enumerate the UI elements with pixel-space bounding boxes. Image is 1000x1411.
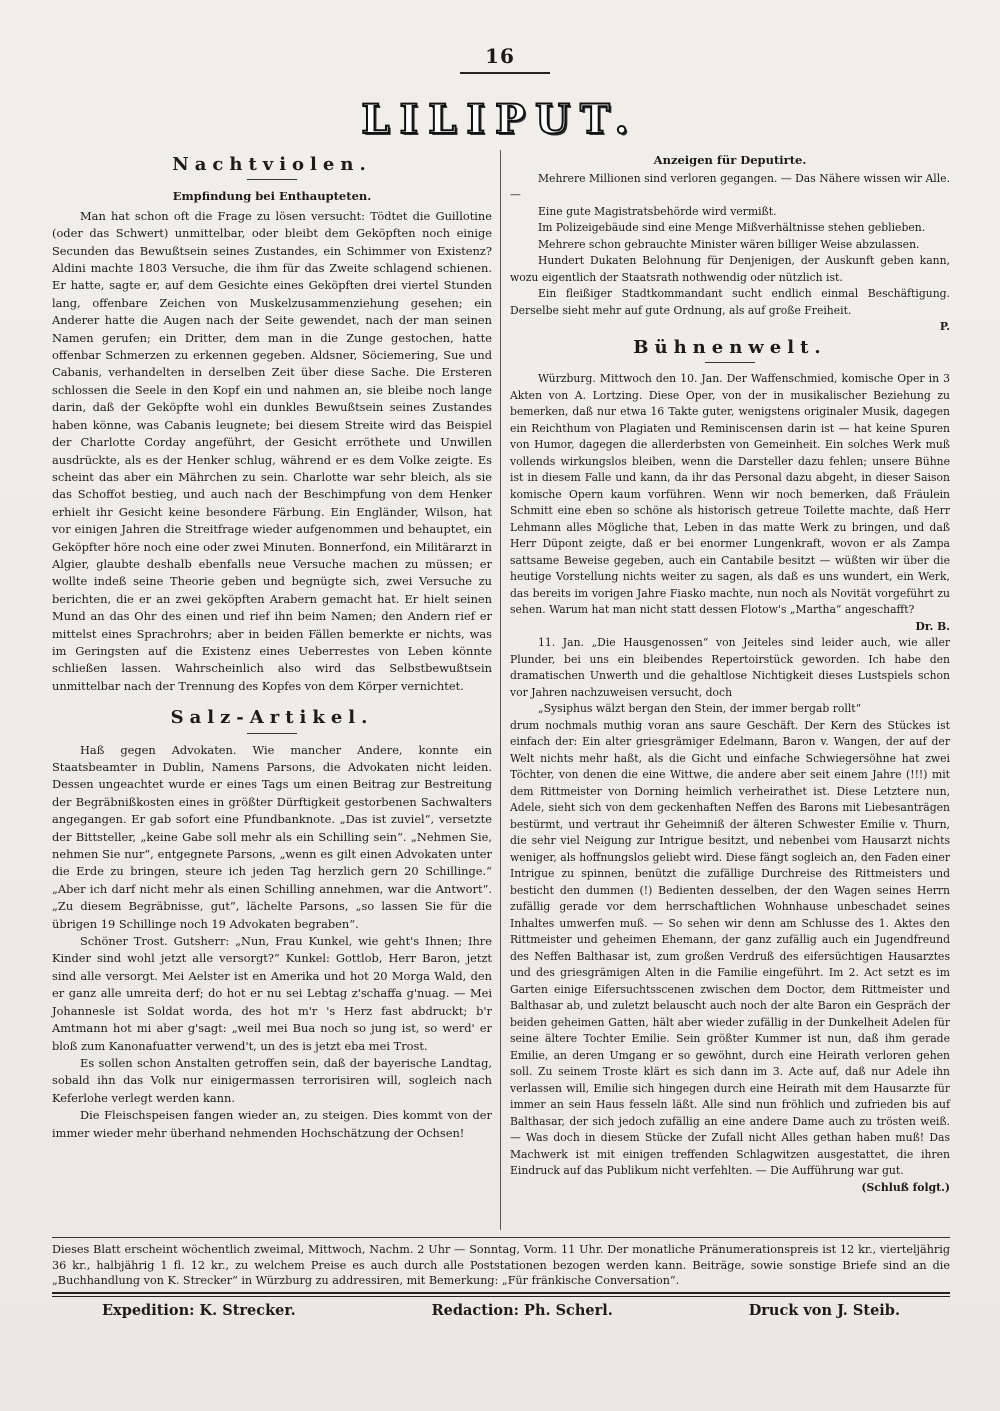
masthead-title: LILIPUT.: [361, 96, 639, 143]
footer-double-rule: [52, 1296, 950, 1297]
notice-line: Hundert Dukaten Belohnung für Denjenigen, der Auskunft geben kann, wozu eigentlich der Staatsrath nothwendig oder nützlich ist.: [510, 254, 950, 284]
section-subhead-anzeigen: Anzeigen für Deputirte.: [653, 153, 807, 167]
article-paragraph: Es sollen schon Anstalten getroffen sein, daß der bayerische Landtag, sobald ihn das Volk nur einigermassen terrorisiren will, sogleich nach Keferlohe verlegt werden kann.: [52, 1055, 492, 1105]
notice-line: Mehrere Millionen sind verloren gegangen. — Das Nähere wissen wir Alle. —: [510, 171, 950, 201]
section-heading-buehnenwelt: Bühnenwelt.: [633, 336, 827, 358]
article-paragraph: Die Fleischspeisen fangen wieder an, zu steigen. Dies kommt von der immer wieder mehr überhand nehmenden Hochschätzung der Ochsen!: [52, 1108, 492, 1140]
left-column: [52, 152, 492, 1142]
article-subhead: Empfindung bei Enthaupteten.: [172, 189, 372, 204]
column-divider: [500, 150, 501, 1230]
article-paragraph: Haß gegen Advokaten. Wie mancher Andere, konnte ein Staatsbeamter in Dublin, Namens Parsons, die Advokaten nicht leiden. Dessen ungeachtet wurde er eines Tags um einen Beitrag zur Bestreitung der Begräbnißkosten eines in größter Dürftigkeit gestorbenen Sachwalters angegangen. Er gab sofort eine Pfundbanknote. „Das ist zuviel“, versetzte der Bittsteller, „keine Gabe soll mehr als ein Schilling sein“. „Nehmen Sie, nehmen Sie nur“, entgegnete Parsons, „wenn es gilt einen Advokaten unter die Erde zu bringen, steure ich jeden Tag herzlich gern 20 Schillinge.“ „Aber ich darf nicht mehr als einen Schilling annehmen, war die Antwort“. „Zu diesem Begräbnisse, gut“, lächelte Parsons, „so lassen Sie für die übrigen 19 Schillinge noch 19 Advokaten begraben“.: [52, 742, 492, 931]
page-number: 16: [485, 44, 515, 68]
heading-rule: [705, 362, 755, 363]
page-number-rule: [460, 72, 550, 74]
footer-double-rule: [52, 1292, 950, 1294]
article-quote: „Sysiphus wälzt bergan den Stein, der immer bergab rollt“: [538, 702, 862, 715]
section-heading-salz-artikel: Salz-Artikel.: [170, 707, 374, 729]
notice-line: Mehrere schon gebrauchte Minister wären billiger Weise abzulassen.: [538, 237, 920, 251]
notice-line: Im Polizeigebäude sind eine Menge Mißverhältnisse stehen geblieben.: [538, 221, 926, 234]
article-paragraph: Man hat schon oft die Frage zu lösen versucht: Tödtet die Guillotine (oder das Schwert) unmittelbar, oder bleibt dem Geköpften noch einige Secunden das Bewußtsein seines Zustandes, ein Schimmer von Existenz? Aldini machte 1803 Versuche, die ihm für das Zweite schlagend schienen. Er hatte, sagte er, auf dem Gesichte eines Geköpften drei viertel Stunden lang, offenbare Zeichen von Muskelzusammenziehung gesehen; ein Anderer hatte die Augen nach der Seite gewendet, nach der man seinen Namen gerufen; ein Dritter, dem man in die Zunge gestochen, hatte offenbar Schmerzen zu erkennen gegeben. Aldsner, Söciemering, Sue und Cabanis, verhandelten in derselben Zeit über diese Sache. Die Ersteren schlossen die Seele in den Kopf ein und nahmen an, sie bleibe noch lange darin, daß der Geköpfte wohl ein dunkles Bewußtsein seines Zustandes haben könne, was Cabanis leugnete; bei diesem Streite wird das Beispiel der Charlotte Corday angeführt, der Gesicht erröthete und Unwillen ausdrückte, als es der Henker schlug, während er es dem Volke zeigte. Es scheint das aber ein Mährchen zu sein. Charlotte war sehr bleich, als sie das Schoffot bestieg, und auch nach der Beschimpfung von dem Henker erhielt ihr Gesicht keine besondere Färbung. Ein Engländer, Wilson, hat vor einigen Jahren die Streitfrage wieder aufgenommen und behauptet, ein Geköpfter höre noch eine oder zwei Minuten. Bonnerfond, ein Militärarzt in Algier, glaubte deshalb ebenfalls neue Versuche machen zu müssen; er wollte indeß seine Theorie geben und begnügte sich, zwei Versuche zu berichten, die er an zwei geköpften Arabern gemacht hat. Er hielt seinen Mund an das Ohr des einen und rief ihn beim Namen; den Andern rief er mittelst eines Sprachrohrs; aber in beiden Fällen bemerkte er nichts, was im Geringsten auf die Existenz eines Ueberrestes von Leben könnte schließen lassen. Wahrscheinlich also wird das Selbstbewußtsein unmittelbar nach der Trennung des Kopfes von dem Körper vernichtet.: [52, 208, 492, 693]
heading-rule: [247, 733, 297, 734]
imprint-druck: Druck von J. Steib.: [748, 1302, 900, 1319]
right-column: [510, 152, 950, 1196]
imprint-line: [52, 1302, 950, 1319]
article-paragraph: Würzburg. Mittwoch den 10. Jan. Der Waffenschmied, komische Oper in 3 Akten von A. Lortzing. Diese Oper, von der in musikalischer Beziehung zu bemerken, daß nur etwa 16 Takte guter, wenigstens originaler Musik, dagegen ein Reichthum von Plagiaten und Reminiscensen darin ist — hat keine Spuren von Humor, dagegen die allerderbsten von Gemeinheit. Ein solches Werk muß vollends wirkungslos bleiben, wenn die Darsteller dazu fehlen; unsere Bühne ist in diesem Falle und kann, da ihr das Personal dazu abgeht, in dieser Saison komische Opern kaum vorführen. Wenn wir noch bemerken, daß Fräulein Schmitt eine eben so schöne als historisch getreue Toilette machte, daß Herr Lehmann alles Mögliche that, Leben in das matte Werk zu bringen, und daß Herr Düpont zeigte, daß er bei enormer Lungenkraft, wovon er als Zampa sattsame Beweise gegeben, auch ein Cantabile besitzt — wüßten wir über die heutige Vorstellung nichts weiter zu sagen, als daß es uns wundert, ein Werk, das bereits im vorigen Jahre Fiasko machte, nun noch als Novität vorgeführt zu sehen. Warum hat man nicht statt dessen Flotow's „Martha“ angeschafft?: [510, 372, 950, 616]
signature: P.: [939, 320, 950, 333]
notice-line: Eine gute Magistratsbehörde wird vermißt.: [538, 204, 777, 218]
footer-rule: [52, 1237, 950, 1238]
article-paragraph: drum nochmals muthig voran ans saure Geschäft. Der Kern des Stückes ist einfach der: Ein alter griesgrämiger Edelmann, Baron v. Wangen, der auf der Welt nichts mehr haßt, als die Gicht und einfache Schwiegersöhne hat zwei Töchter, von denen die eine Wittwe, die andere aber seit einem Jahre (!!!) mit dem Rittmeister von Dorning heimlich verheirathet ist. Diese Letztere nun, Adele, sieht sich von dem geckenhaften Neffen des Barons mit Liebesanträgen bestürmt, und vertraut ihr Geheimniß der älteren Schwester Emilie v. Thurn, die sehr viel Neigung zur Intrigue besitzt, und nebenbei vom Hausarzt nichts weniger, als hoffnungslos geliebt wird. Diese fängt sogleich an, den Faden einer Intrigue zu spinnen, benützt die zufällige Durchreise des Rittmeisters und besticht den dummen (!) Bedienten desselben, der den Wagen seines Herrn zufällig gerade vor dem herrschaftlichen Wohnhause unbeschadet seines Inhaltes umwerfen muß. — So sehen wir denn am Schlusse des 1. Aktes den Rittmeister und geheimen Ehemann, der ganz zufällig auch ein Jugendfreund des Neffen Balthasar ist, zum großen Verdruß des eifersüchtigen Hausarztes und des griesgrämigen Alten in die Familie eingeführt. Im 2. Act setzt es im Garten einige Eifersuchtsscenen zwischen dem Doctor, dem Rittmeister und Balthasar ab, und zuletzt belauscht auch noch der alte Baron ein Gespräch der beiden geheimen Gatten, hält aber wieder zufällig in der Dunkelheit Adelen für seine ältere Tochter Emilie. Sein größter Kummer ist nun, daß ihm gerade Emilie, an deren Umgang er so gewöhnt, durch eine Heirath verloren gehen soll. Zu seinem Troste klärt es sich dann im 3. Acte auf, daß nur Adele ihn verlassen will, Emilie sich hingegen durch eine Heirath mit dem Hausarzte für immer an sein Haus fesseln läßt. Alle sind nun fröhlich und zufrieden bis auf Balthasar, der sich jedoch zufällig an eine andere Dame auch zu trösten weiß. — Was doch in diesem Stücke der Zufall nicht Alles gethan haben muß! Das Machwerk ist mit einigen treffenden Schlagwitzen ausgestattet, die ihren Eindruck auf das Publikum nicht verfehlten. — Die Aufführung war gut.: [510, 718, 950, 1177]
notice-line: Ein fleißiger Stadtkommandant sucht endlich einmal Beschäftigung. Derselbe sieht mehr auf gute Ordnung, als auf große Freiheit.: [510, 287, 950, 317]
article-paragraph: 11. Jan. „Die Hausgenossen“ von Jeiteles sind leider auch, wie aller Plunder, bei uns ein bleibendes Repertoirstück geworden. Ich habe den dramatischen Unwerth und die gehaltlose Nichtigkeit dieses Lustspiels schon vor Jahren nachzuweisen versucht, doch: [510, 636, 950, 699]
imprint-redaction: Redaction: Ph. Scherl.: [431, 1302, 613, 1319]
footer-notice: Dieses Blatt erscheint wöchentlich zweimal, Mittwoch, Nachm. 2 Uhr — Sonntag, Vorm. 11 Uhr. Der monatliche Pränumerationspreis ist 12 kr., vierteljährig 36 kr., halbjährig 1 fl. 12 kr., zu welchem Preise es auch durch alle Poststationen bezogen werden kann. Beiträge, sowie sonstige Briefe sind an die „Buchhandlung von K. Strecker“ in Würzburg zu addressiren, mit Bemerkung: „Für fränkische Conversation“.: [52, 1243, 950, 1287]
spacer: [52, 695, 492, 705]
signature: Dr. B.: [915, 619, 950, 633]
heading-rule: [247, 179, 297, 180]
section-heading-nachtviolen: Nachtviolen.: [172, 154, 372, 175]
continuation-note: (Schluß folgt.): [861, 1180, 950, 1194]
imprint-expedition: Expedition: K. Strecker.: [102, 1302, 296, 1319]
article-paragraph: Schöner Trost. Gutsherr: „Nun, Frau Kunkel, wie geht's Ihnen; Ihre Kinder sind wohl jetzt alle versorgt?“ Kunkel: Gottlob, Herr Baron, jetzt sind alle versorgt. Mei Aelster ist en Amerika und hot 20 Morga Wald, den er ganz alle umreita derf; do hot er nu sei Lebtag z'schaffa g'nuag. — Mei Johannesle ist Soldat worda, des hot m'r 's Herz fast abdruckt; b'r Amtmann hot mi aber g'sagt: „weil mei Bua noch so jung ist, so werd' er bloß zum Kanonafuatter verwend't, un des is jetzt eba mei Trost.: [52, 934, 492, 1053]
